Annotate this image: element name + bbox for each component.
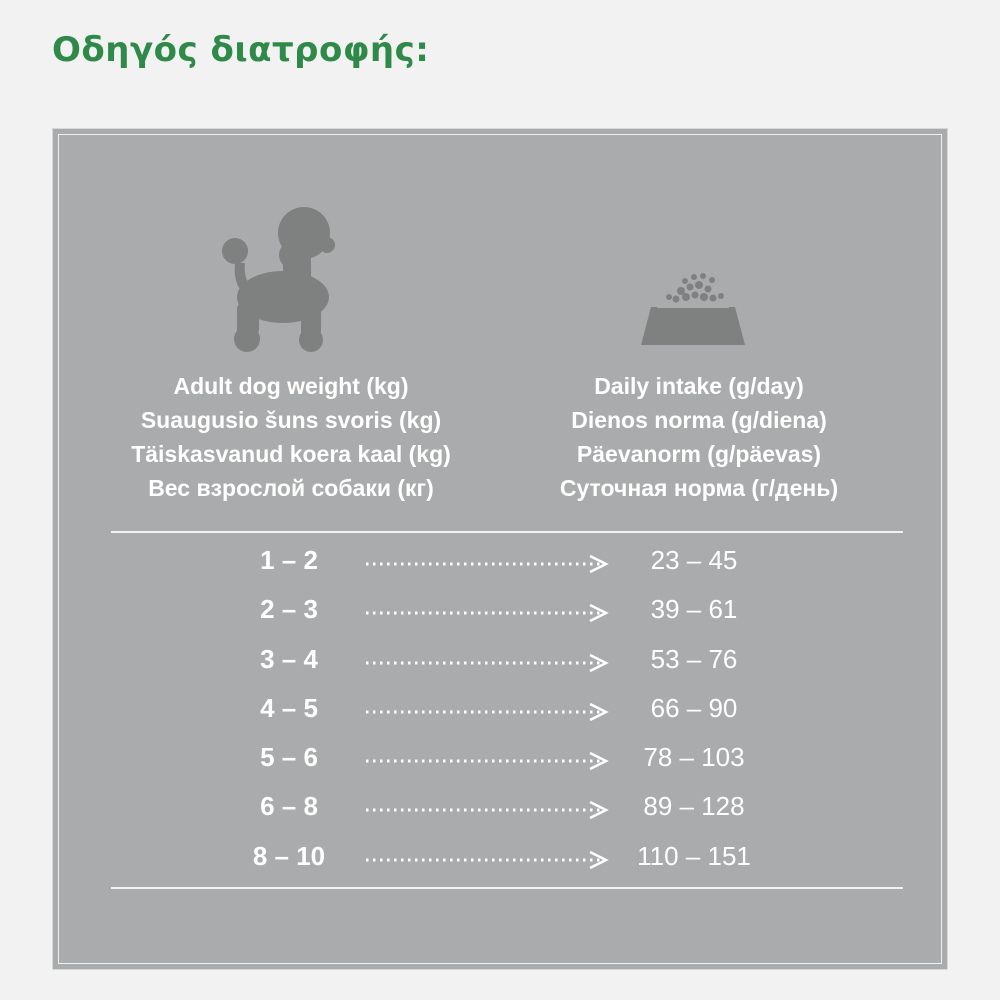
intake-column-header [529,369,869,505]
table-row [59,783,941,832]
weight-cell: 2 – 3 [260,594,318,625]
dotted-arrow-icon [364,750,614,772]
table-row [59,636,941,685]
intake-header-et: Päevanorm (g/päevas) [576,441,822,467]
dotted-arrow-icon [364,652,614,674]
intake-cell: 110 – 151 [637,840,751,871]
dotted-arrow-icon [364,701,614,723]
weight-header-en: Adult dog weight (kg) [173,373,409,399]
weight-header-et: Täiskasvanud koera kaal (kg) [131,441,451,467]
table-top-divider [111,531,903,533]
intake-cell: 39 – 61 [650,594,738,625]
weight-cell: 6 – 8 [260,791,318,822]
intake-header-lt: Dienos norma (g/diena) [571,407,827,433]
weight-column-header [121,369,461,505]
table-row [59,833,941,882]
intake-cell: 89 – 128 [643,791,745,822]
weight-header-ru: Вес взрослой собаки (кг) [148,475,434,501]
intake-cell: 23 – 45 [650,545,738,575]
feeding-table [59,537,941,882]
dotted-arrow-icon [364,799,614,821]
table-row [59,537,941,586]
table-row [59,685,941,734]
table-row [59,734,941,783]
panel-inner-border [58,134,942,964]
dotted-arrow-icon [364,553,614,575]
weight-header-lt: Suaugusio šuns svoris (kg) [140,407,442,433]
intake-cell: 78 – 103 [643,742,745,773]
page-title: Οδηγός διατροφής: [52,30,430,70]
weight-cell: 5 – 6 [260,742,318,773]
dotted-arrow-icon [364,849,614,871]
weight-cell: 8 – 10 [252,840,326,871]
weight-cell: 4 – 5 [260,692,318,723]
intake-cell: 53 – 76 [650,643,738,674]
intake-header-ru: Суточная норма (г/день) [559,475,839,501]
dog-silhouette-icon [209,197,337,355]
feeding-guide-panel [52,128,948,970]
intake-cell: 66 – 90 [650,692,738,723]
dotted-arrow-icon [364,602,614,624]
intake-header-en: Daily intake (g/day) [594,373,804,399]
food-bowl-icon [637,267,749,345]
table-row [59,586,941,635]
weight-cell: 1 – 2 [260,545,318,575]
table-bottom-divider [111,887,903,889]
weight-cell: 3 – 4 [260,643,318,674]
